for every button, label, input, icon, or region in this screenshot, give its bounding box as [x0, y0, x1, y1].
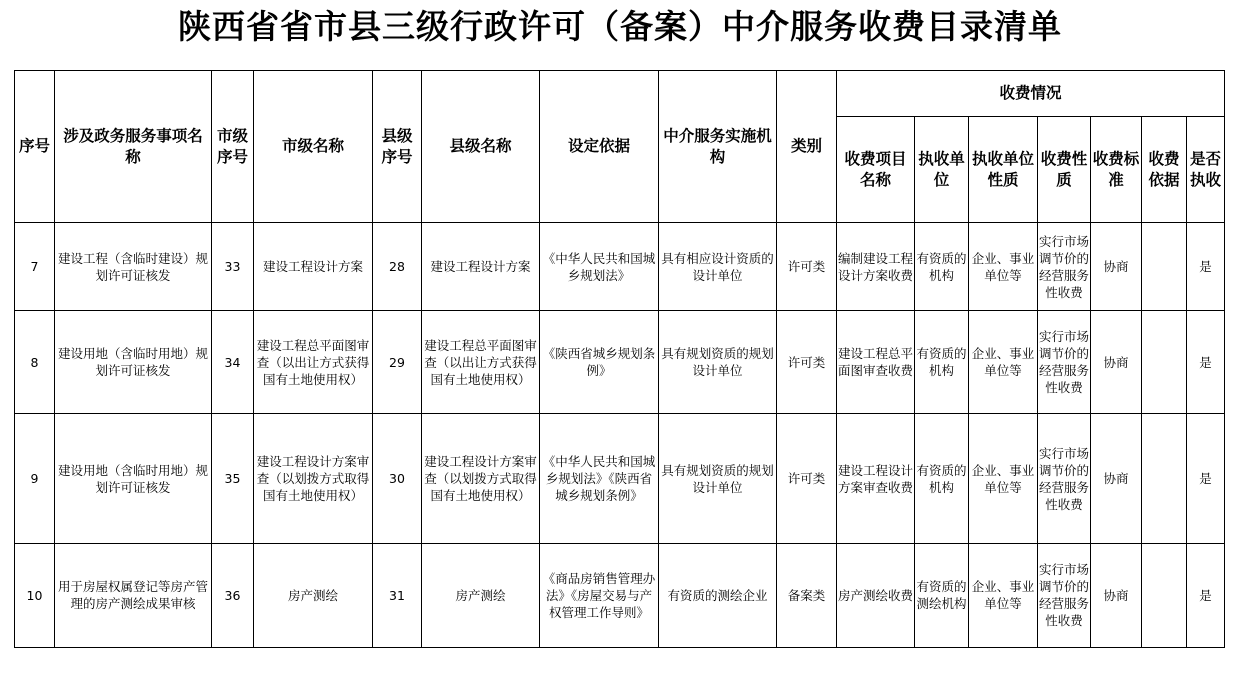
header-fee-group: 收费情况 — [837, 71, 1225, 117]
cell-fee-standard: 协商 — [1091, 414, 1142, 543]
cell-category: 许可类 — [777, 311, 837, 414]
cell-collector-nature: 企业、事业单位等 — [969, 311, 1038, 414]
header-collected: 是否执收 — [1187, 117, 1225, 223]
cell-county-name: 建设工程设计方案 — [422, 223, 540, 311]
header-city-seq: 市级序号 — [212, 71, 254, 223]
header-city-name: 市级名称 — [254, 71, 373, 223]
cell-city-seq: 35 — [212, 414, 254, 543]
cell-item: 建设用地（含临时用地）规划许可证核发 — [55, 414, 212, 543]
cell-agency: 具有规划资质的规划设计单位 — [659, 414, 777, 543]
header-county-seq: 县级序号 — [373, 71, 422, 223]
cell-collector: 有资质的机构 — [915, 414, 969, 543]
cell-fee-basis — [1142, 311, 1187, 414]
cell-fee-nature: 实行市场调节价的经营服务性收费 — [1038, 311, 1091, 414]
cell-county-seq: 31 — [373, 543, 422, 647]
cell-collector: 有资质的测绘机构 — [915, 543, 969, 647]
cell-item: 建设工程（含临时建设）规划许可证核发 — [55, 223, 212, 311]
table-row — [15, 414, 1225, 543]
cell-city-name: 房产测绘 — [254, 543, 373, 647]
header-collector-nature: 执收单位性质 — [969, 117, 1038, 223]
cell-fee-name: 房产测绘收费 — [837, 543, 915, 647]
cell-county-seq: 28 — [373, 223, 422, 311]
cell-collected: 是 — [1187, 223, 1225, 311]
header-agency: 中介服务实施机构 — [659, 71, 777, 223]
cell-fee-basis — [1142, 543, 1187, 647]
cell-fee-name: 建设工程设计方案审查收费 — [837, 414, 915, 543]
cell-collector-nature: 企业、事业单位等 — [969, 223, 1038, 311]
cell-county-name: 建设工程总平面图审查（以出让方式获得国有土地使用权） — [422, 311, 540, 414]
cell-item: 建设用地（含临时用地）规划许可证核发 — [55, 311, 212, 414]
cell-city-name: 建设工程总平面图审查（以出让方式获得国有土地使用权） — [254, 311, 373, 414]
header-category: 类别 — [777, 71, 837, 223]
cell-county-seq: 30 — [373, 414, 422, 543]
cell-city-seq: 33 — [212, 223, 254, 311]
header-fee-standard: 收费标准 — [1091, 117, 1142, 223]
cell-collector: 有资质的机构 — [915, 311, 969, 414]
cell-basis: 《商品房销售管理办法》《房屋交易与产权管理工作导则》 — [540, 543, 659, 647]
cell-seq: 10 — [15, 543, 55, 647]
cell-category: 许可类 — [777, 223, 837, 311]
cell-seq: 7 — [15, 223, 55, 311]
cell-fee-name: 建设工程总平面图审查收费 — [837, 311, 915, 414]
cell-city-seq: 36 — [212, 543, 254, 647]
header-item: 涉及政务服务事项名称 — [55, 71, 212, 223]
header-county-name: 县级名称 — [422, 71, 540, 223]
cell-agency: 有资质的测绘企业 — [659, 543, 777, 647]
cell-county-name: 房产测绘 — [422, 543, 540, 647]
cell-fee-basis — [1142, 223, 1187, 311]
header-fee-name: 收费项目名称 — [837, 117, 915, 223]
cell-fee-nature: 实行市场调节价的经营服务性收费 — [1038, 223, 1091, 311]
cell-basis: 《中华人民共和国城乡规划法》 — [540, 223, 659, 311]
cell-collector: 有资质的机构 — [915, 223, 969, 311]
table-row — [15, 223, 1225, 311]
cell-collector-nature: 企业、事业单位等 — [969, 414, 1038, 543]
cell-fee-standard: 协商 — [1091, 223, 1142, 311]
header-fee-basis: 收费依据 — [1142, 117, 1187, 223]
cell-basis: 《陕西省城乡规划条例》 — [540, 311, 659, 414]
cell-seq: 9 — [15, 414, 55, 543]
cell-county-seq: 29 — [373, 311, 422, 414]
header-seq: 序号 — [15, 71, 55, 223]
header-collector: 执收单位 — [915, 117, 969, 223]
header-basis: 设定依据 — [540, 71, 659, 223]
table-row — [15, 311, 1225, 414]
page-title: 陕西省省市县三级行政许可（备案）中介服务收费目录清单 — [178, 7, 1062, 46]
cell-fee-basis — [1142, 414, 1187, 543]
cell-fee-name: 编制建设工程设计方案收费 — [837, 223, 915, 311]
cell-fee-standard: 协商 — [1091, 311, 1142, 414]
cell-city-name: 建设工程设计方案 — [254, 223, 373, 311]
cell-county-name: 建设工程设计方案审查（以划拨方式取得国有土地使用权） — [422, 414, 540, 543]
cell-collected: 是 — [1187, 414, 1225, 543]
cell-collected: 是 — [1187, 543, 1225, 647]
cell-item: 用于房屋权属登记等房产管理的房产测绘成果审核 — [55, 543, 212, 647]
fee-catalog-table — [14, 70, 1225, 648]
cell-collected: 是 — [1187, 311, 1225, 414]
cell-fee-standard: 协商 — [1091, 543, 1142, 647]
table-row — [15, 543, 1225, 647]
cell-collector-nature: 企业、事业单位等 — [969, 543, 1038, 647]
cell-city-name: 建设工程设计方案审查（以划拨方式取得国有土地使用权） — [254, 414, 373, 543]
cell-category: 备案类 — [777, 543, 837, 647]
cell-seq: 8 — [15, 311, 55, 414]
cell-fee-nature: 实行市场调节价的经营服务性收费 — [1038, 543, 1091, 647]
cell-basis: 《中华人民共和国城乡规划法》《陕西省城乡规划条例》 — [540, 414, 659, 543]
cell-category: 许可类 — [777, 414, 837, 543]
header-fee-nature: 收费性质 — [1038, 117, 1091, 223]
cell-agency: 具有规划资质的规划设计单位 — [659, 311, 777, 414]
cell-city-seq: 34 — [212, 311, 254, 414]
cell-fee-nature: 实行市场调节价的经营服务性收费 — [1038, 414, 1091, 543]
cell-agency: 具有相应设计资质的设计单位 — [659, 223, 777, 311]
